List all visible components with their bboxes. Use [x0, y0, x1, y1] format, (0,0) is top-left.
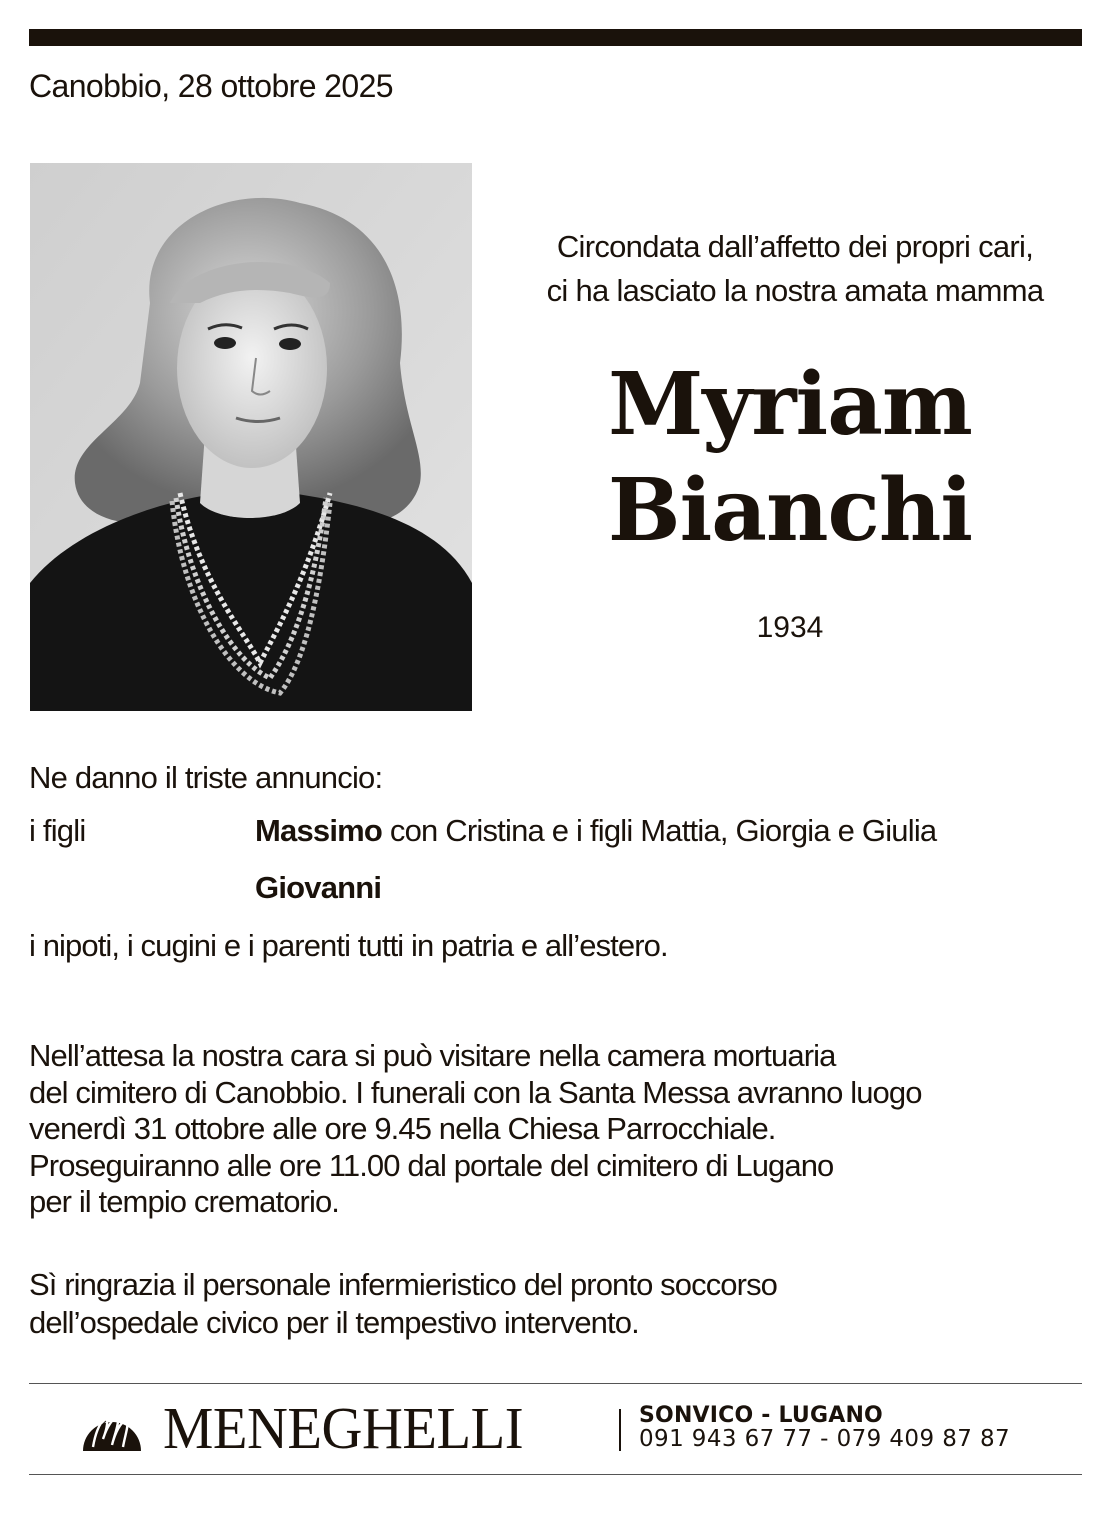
child-name: Massimo: [255, 813, 383, 848]
details-line: per il tempio crematorio.: [29, 1184, 340, 1219]
company-name: MENEGHELLI: [163, 1395, 524, 1461]
child-entry: [255, 813, 936, 849]
deceased-name: [565, 352, 1015, 564]
first-name: Myriam: [608, 354, 972, 455]
birth-year: 1934: [756, 611, 824, 644]
announcers-heading: Ne danno il triste annuncio:: [29, 760, 383, 795]
office-info: [639, 1405, 1010, 1451]
details-line: Nell’attesa la nostra cara si può visitare nella camera mortuaria: [29, 1038, 836, 1073]
children-label: i figli: [29, 813, 86, 848]
funeral-details: [29, 1038, 1089, 1221]
office-phones: 091 943 67 77 - 079 409 87 87: [639, 1426, 1011, 1452]
intro-line: Circondata dall’affetto dei propri cari,: [556, 229, 1034, 264]
child-family: con Cristina e i figli Mattia, Giorgia e Giulia: [382, 813, 937, 848]
office-location: SONVICO - LUGANO: [639, 1403, 883, 1428]
child-entry: [255, 870, 381, 906]
child-name: Giovanni: [255, 870, 382, 905]
footer-top-rule: [29, 1383, 1082, 1384]
intro-line: ci ha lasciato la nostra amata mamma: [546, 273, 1044, 308]
details-line: Proseguiranno alle ore 11.00 dal portale del cimitero di Lugano: [29, 1147, 834, 1183]
portrait-icon: [30, 163, 472, 711]
top-rule: [29, 29, 1082, 46]
thanks-line: Sì ringrazia il personale infermieristico del pronto soccorso: [29, 1267, 778, 1302]
portrait-photo: [30, 163, 472, 711]
other-relatives: i nipoti, i cugini e i parenti tutti in patria e all’estero.: [29, 928, 668, 963]
footer-separator: [619, 1409, 621, 1451]
details-line: venerdì 31 ottobre alle ore 9.45 nella Chiesa Parrocchiale.: [29, 1111, 776, 1146]
details-line: del cimitero di Canobbio. I funerali con la Santa Messa avranno luogo: [29, 1074, 922, 1110]
intro-text: [480, 225, 1110, 313]
footer-bottom-rule: [29, 1474, 1082, 1475]
last-name: Bianchi: [607, 460, 973, 561]
meneghelli-monogram-icon: [81, 1405, 143, 1451]
thanks-line: dell’ospedale civico per il tempestivo intervento.: [29, 1305, 639, 1340]
thanks-text: [29, 1266, 1089, 1342]
place-date: Canobbio, 28 ottobre 2025: [29, 68, 393, 104]
